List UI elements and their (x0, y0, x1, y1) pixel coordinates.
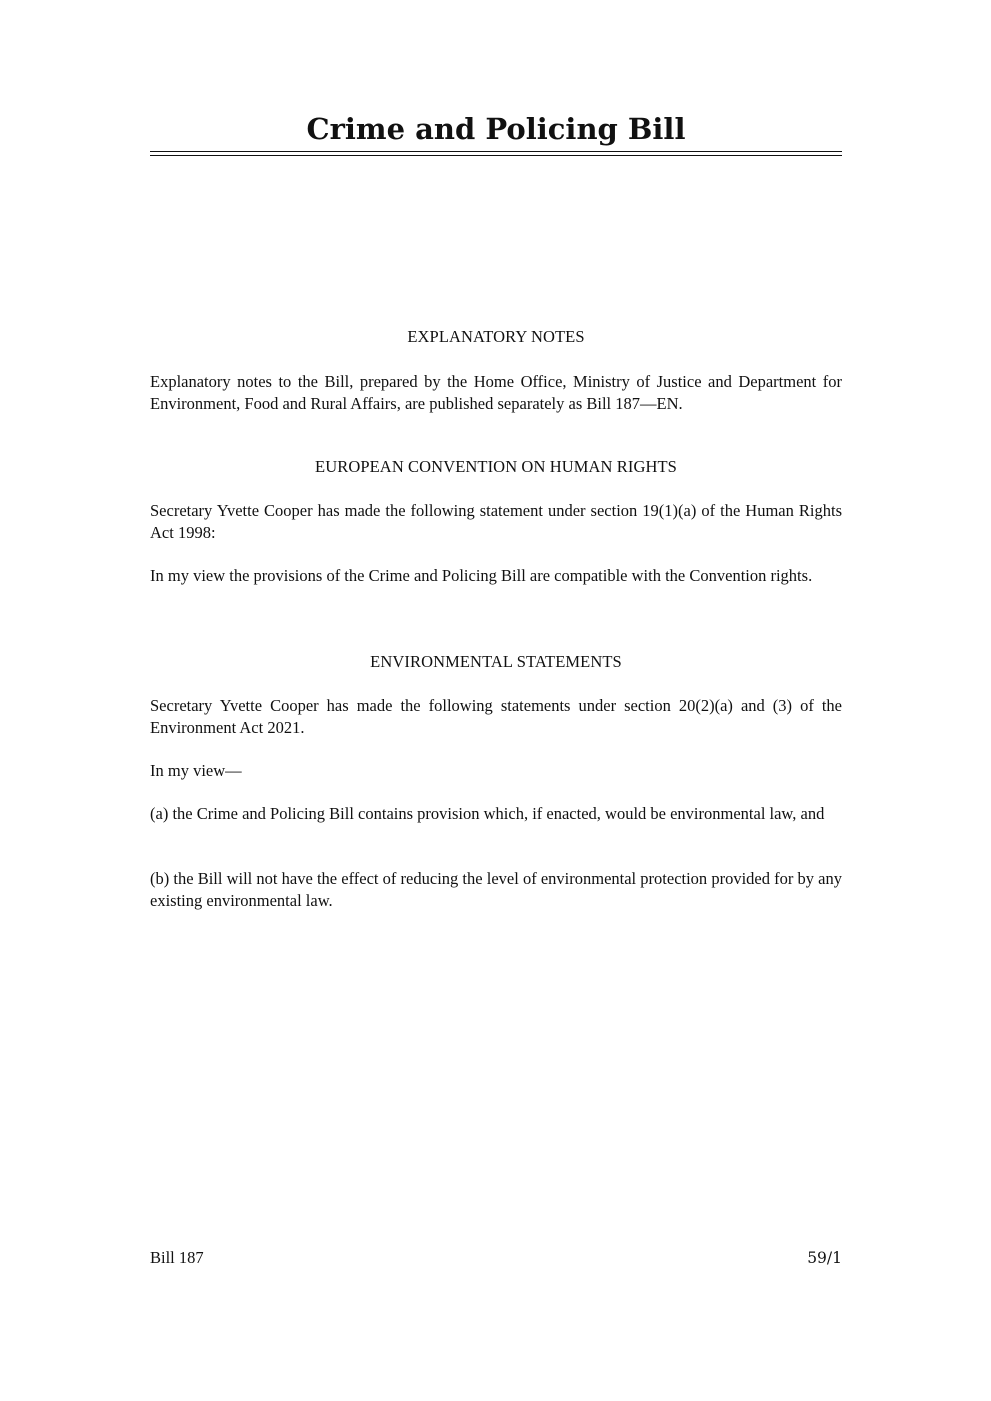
section-heading-environmental: ENVIRONMENTAL STATEMENTS (370, 652, 622, 671)
paragraph-echr-statement: Secretary Yvette Cooper has made the following statement under section 19(1)(a) of the Human Rights Act 1998: (150, 501, 842, 542)
footer-page-reference: 59/1 (807, 1249, 842, 1267)
paragraph-item-a: (a) the Crime and Policing Bill contains provision which, if enacted, would be environmental law, and (150, 804, 825, 823)
section-heading-explanatory-notes: EXPLANATORY NOTES (407, 327, 585, 346)
paragraph-item-b: (b) the Bill will not have the effect of reducing the level of environmental protection provided for by any existing environmental law. (150, 869, 842, 910)
paragraph-in-my-view: In my view— (150, 761, 242, 780)
document-title: Crime and Policing Bill (306, 112, 686, 146)
section-heading-echr: EUROPEAN CONVENTION ON HUMAN RIGHTS (315, 457, 677, 476)
paragraph-environmental-statement: Secretary Yvette Cooper has made the following statements under section 20(2)(a) and (3) of the Environment Act 2021. (150, 696, 842, 737)
paragraph-explanatory-notes: Explanatory notes to the Bill, prepared by the Home Office, Ministry of Justice and Department for Environment, Food and Rural Affairs, are published separately as Bill 187—EN. (150, 372, 842, 413)
title-rule-bottom (150, 155, 842, 156)
footer-bill-number: Bill 187 (150, 1248, 204, 1267)
title-rule-top (150, 151, 842, 152)
paragraph-echr-view: In my view the provisions of the Crime and Policing Bill are compatible with the Convention rights. (150, 566, 813, 585)
